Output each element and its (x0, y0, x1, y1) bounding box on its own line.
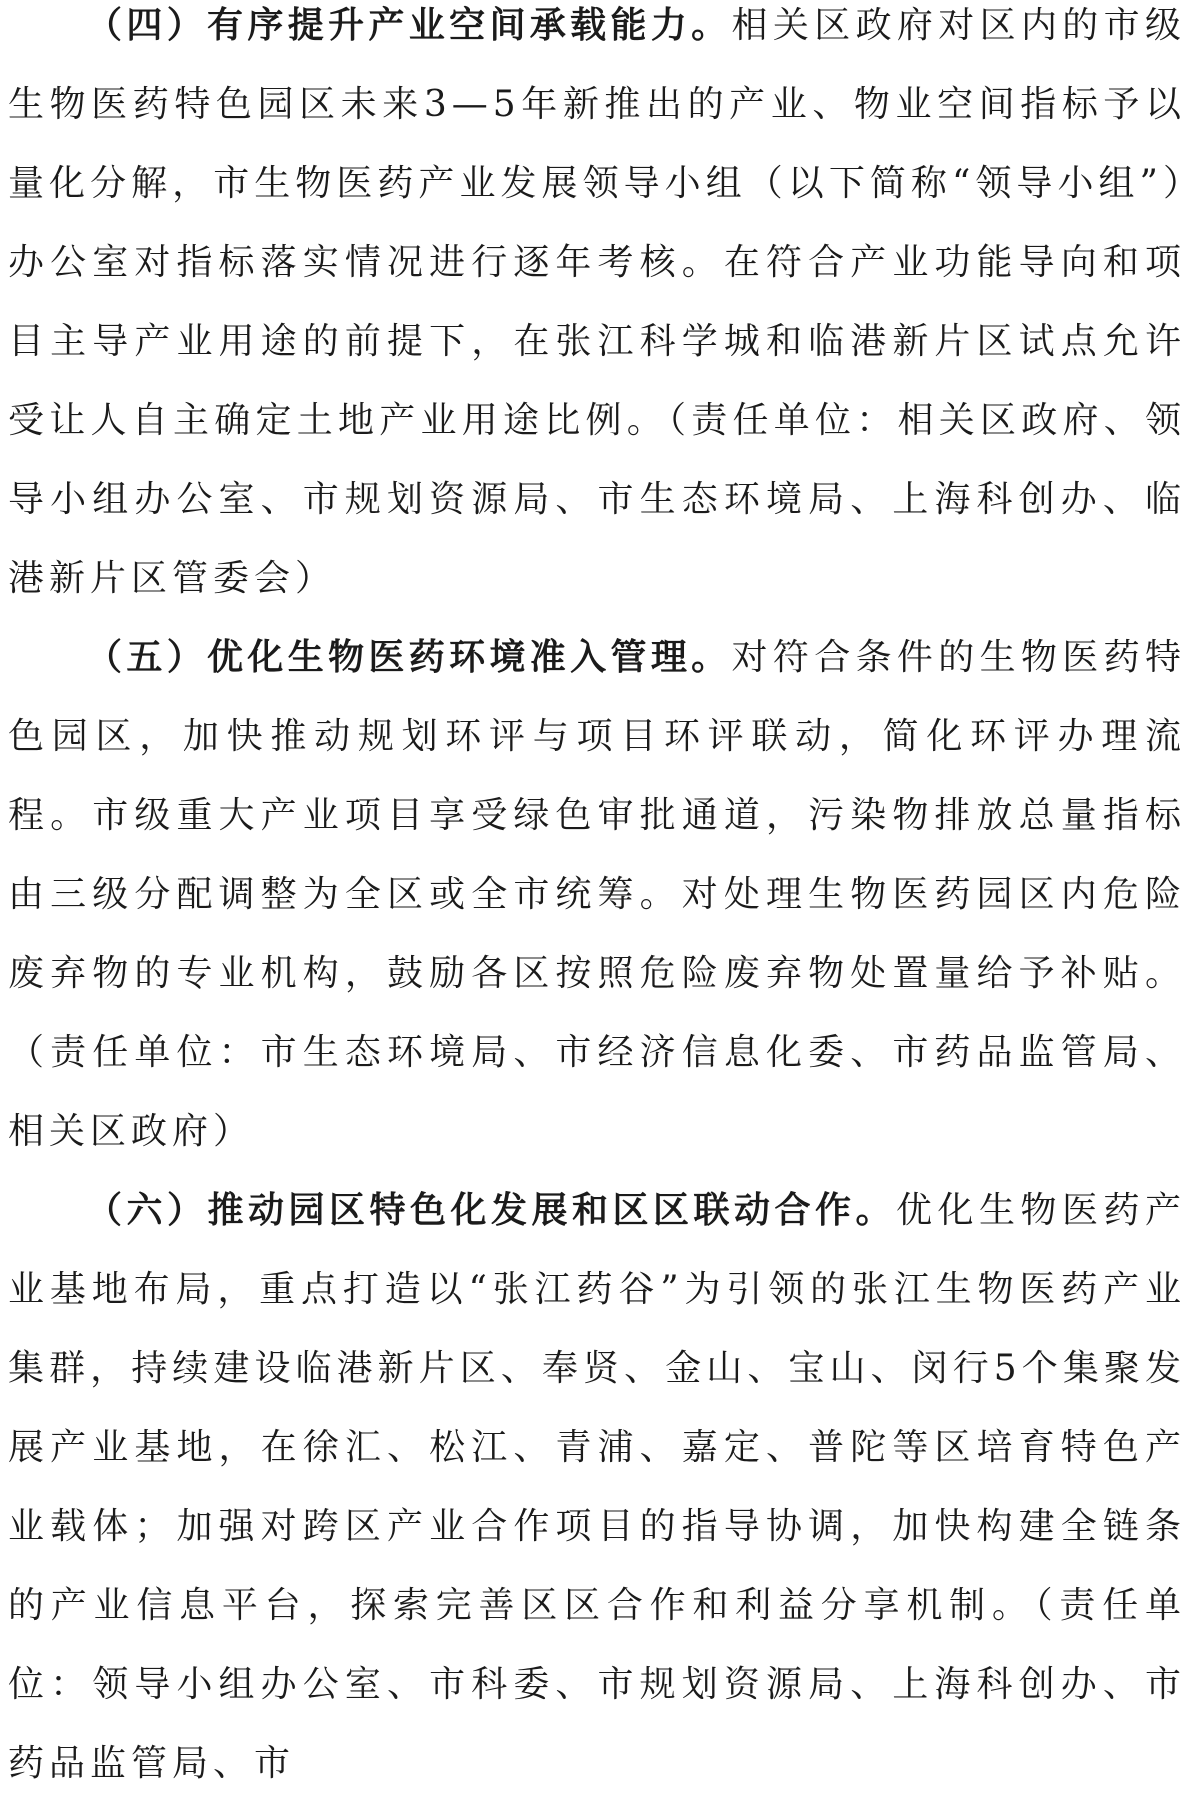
paragraph-4-heading: （四）有序提升产业空间承载能力。 (86, 4, 732, 46)
paragraph-6-heading: （六）推动园区特色化发展和区区联动合作。 (86, 1189, 896, 1231)
paragraph-4 (8, 0, 1186, 618)
paragraph-5 (8, 618, 1186, 1171)
paragraph-4-body: 相关区政府对区内的市级生物医药特色园区未来3—5年新推出的产业、物业空间指标予以量化分解，市生物医药产业发展领导小组（以下简称“领导小组”）办公室对指标落实情况进行逐年考核。在符合产业功能导向和项目主导产业用途的前提下，在张江科学城和临港新片区试点允许受让人自主确定土地产业用途比例。（责任单位：相关区政府、领导小组办公室、市规划资源局、市生态环境局、上海科创办、临港新片区管委会） (8, 5, 1186, 599)
paragraph-6 (8, 1171, 1186, 1803)
paragraph-5-body: 对符合条件的生物医药特色园区，加快推动规划环评与项目环评联动，简化环评办理流程。市级重大产业项目享受绿色审批通道，污染物排放总量指标由三级分配调整为全区或全市统筹。对处理生物医药园区内危险废弃物的专业机构，鼓励各区按照危险废弃物处置量给予补贴。（责任单位：市生态环境局、市经济信息化委、市药品监管局、相关区政府） (8, 637, 1186, 1152)
paragraph-5-heading: （五）优化生物医药环境准入管理。 (86, 636, 732, 678)
paragraph-6-body: 优化生物医药产业基地布局，重点打造以“张江药谷”为引领的张江生物医药产业集群，持续建设临港新片区、奉贤、金山、宝山、闵行5个集聚发展产业基地，在徐汇、松江、青浦、嘉定、普陀等区培育特色产业载体；加强对跨区产业合作项目的指导协调，加快构建全链条的产业信息平台，探索完善区区合作和利益分享机制。（责任单位：领导小组办公室、市科委、市规划资源局、上海科创办、市药品监管局、市 (8, 1190, 1186, 1784)
